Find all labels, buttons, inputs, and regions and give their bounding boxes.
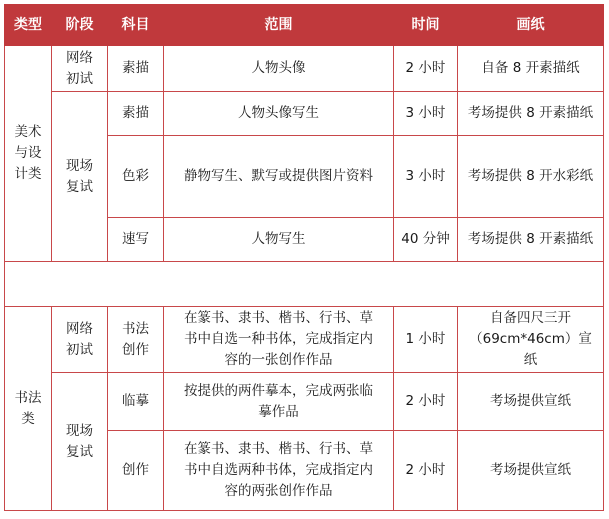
subject-cell: 创作 [108,431,164,511]
subject-cell: 色彩 [108,136,164,218]
header-scope: 范围 [164,5,394,46]
time-cell: 3 小时 [394,136,458,218]
paper-cell: 考场提供 8 开素描纸 [458,218,604,262]
table-row [5,373,604,431]
type-cell-calligraphy [5,307,52,511]
spacer-row [5,262,604,307]
type-line: 类 [21,410,35,427]
subject-cell: 素描 [108,46,164,92]
stage-cell [52,92,108,262]
paper-cell: 考场提供宣纸 [458,373,604,431]
header-stage: 阶段 [52,5,108,46]
paper-cell: 考场提供 8 开水彩纸 [458,136,604,218]
stage-cell [52,46,108,92]
scope-cell: 人物写生 [164,218,394,262]
scope-line: 容的两张创作作品 [224,483,333,499]
scope-line: 书中自选一种书体，完成指定内 [184,331,373,347]
paper-cell: 考场提供宣纸 [458,431,604,511]
scope-line: 容的一张创作作品 [224,352,333,368]
scope-cell: 静物写生、默写或提供图片资料 [164,136,394,218]
stage-line: 初试 [66,341,93,358]
scope-cell [164,373,394,431]
type-cell-art [5,46,52,262]
scope-cell [164,431,394,511]
scope-line: 书中自选两种书体，完成指定内 [184,462,373,478]
type-line: 书法 [14,389,42,406]
time-cell: 3 小时 [394,92,458,136]
subject-cell: 临摹 [108,373,164,431]
subject-line: 书法 [122,320,149,337]
stage-line: 现场 [66,157,93,174]
stage-line: 网络 [66,320,93,337]
header-paper: 画纸 [458,5,604,46]
time-cell: 1 小时 [394,307,458,373]
time-cell: 2 小时 [394,431,458,511]
paper-cell [458,307,604,373]
scope-line: 在篆书、隶书、楷书、行书、草 [184,310,373,326]
stage-line: 现场 [66,422,93,439]
header-row [5,5,604,46]
time-cell: 40 分钟 [394,218,458,262]
stage-cell [52,373,108,511]
header-type: 类型 [5,5,52,46]
header-subject: 科目 [108,5,164,46]
stage-line: 网络 [66,49,93,66]
time-cell: 2 小时 [394,373,458,431]
subject-cell [108,307,164,373]
scope-line: 摹作品 [258,403,299,420]
empty-separator-cell [5,262,604,307]
stage-line: 初试 [66,70,93,87]
table-row [5,46,604,92]
paper-line: 自备四尺三开 [490,310,571,326]
scope-cell: 人物头像 [164,46,394,92]
stage-cell [52,307,108,373]
subject-cell: 素描 [108,92,164,136]
stage-line: 复试 [66,178,93,195]
scope-cell: 人物头像写生 [164,92,394,136]
paper-line: （69cm*46cm）宣纸 [469,331,592,368]
type-line: 计类 [14,166,42,182]
stage-line: 复试 [66,443,93,460]
subject-cell: 速写 [108,218,164,262]
paper-cell: 自备 8 开素描纸 [458,46,604,92]
scope-line: 按提供的两件摹本，完成两张临 [184,382,373,399]
time-cell: 2 小时 [394,46,458,92]
type-line: 美术 [14,124,42,140]
subject-line: 创作 [122,341,149,358]
table-row [5,307,604,373]
scope-cell [164,307,394,373]
type-line: 与设 [14,145,42,161]
paper-cell: 考场提供 8 开素描纸 [458,92,604,136]
table-row [5,92,604,136]
scope-line: 在篆书、隶书、楷书、行书、草 [184,441,373,457]
header-time: 时间 [394,5,458,46]
exam-schedule-table [4,4,604,511]
